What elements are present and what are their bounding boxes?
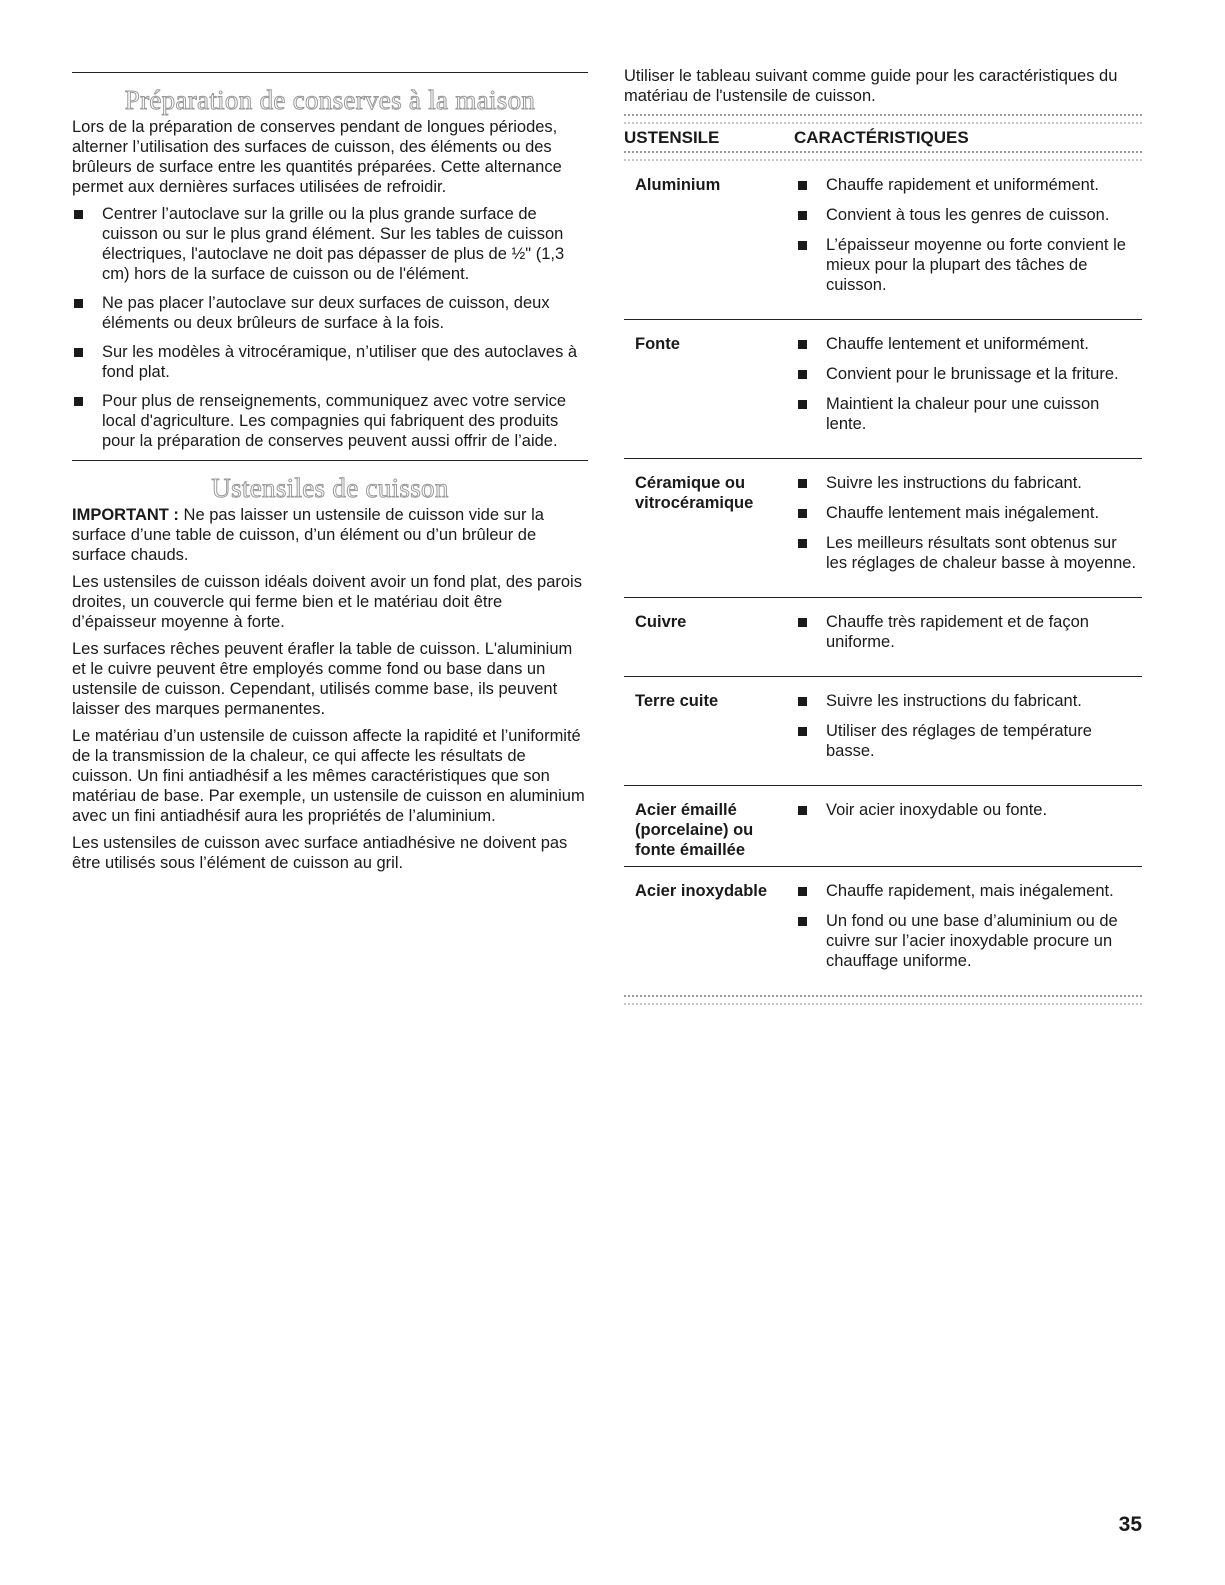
cookware-paragraph: Le matériau d’un ustensile de cuisson affecte la rapidité et l’uniformité de la transmission de la chaleur, ce qui affecte les résultats de cuisson. Un fini antiadhésif a les mêmes caractéristiques que son matériau de base. Par exemple, un ustensile de cuisson en aluminium avec un fini antiadhésif aura les propriétés de l’aluminium. bbox=[72, 727, 585, 825]
trait-item: Convient à tous les genres de cuisson. bbox=[794, 205, 1142, 225]
material-traits bbox=[794, 175, 1142, 305]
table-row bbox=[624, 161, 1142, 320]
canning-bullet: Pour plus de renseignements, communiquez avec votre service local d'agriculture. Les compagnies qui fabriquent des produits pour la préparation de conserves peuvent aussi offrir de l’aide. bbox=[72, 391, 588, 451]
trait-item: Maintient la chaleur pour une cuisson lente. bbox=[794, 394, 1142, 434]
table-row bbox=[624, 459, 1142, 598]
trait-item: Suivre les instructions du fabricant. bbox=[794, 691, 1142, 711]
header-characteristics: CARACTÉRISTIQUES bbox=[794, 128, 969, 147]
material-name: Céramique ou vitrocéramique bbox=[635, 474, 754, 512]
cookware-paragraph: Les surfaces rêches peuvent érafler la table de cuisson. L'aluminium et le cuivre peuvent être employés comme fond ou base dans un ustensile de cuisson. Cependant, utilisés comme base, ils peuvent laisser des marques permanentes. bbox=[72, 640, 573, 718]
material-traits bbox=[794, 473, 1142, 583]
trait-item: Chauffe rapidement et uniformément. bbox=[794, 175, 1142, 195]
trait-item: Les meilleurs résultats sont obtenus sur les réglages de chaleur basse à moyenne. bbox=[794, 533, 1142, 573]
material-name: Aluminium bbox=[635, 176, 721, 194]
section-title-canning: Préparation de conserves à la maison bbox=[124, 85, 536, 115]
canning-bullet: Sur les modèles à vitrocéramique, n’utiliser que des autoclaves à fond plat. bbox=[72, 342, 588, 382]
table-intro: Utiliser le tableau suivant comme guide pour les caractéristiques du matériau de l'ustensile de cuisson. bbox=[624, 67, 1118, 105]
material-traits bbox=[794, 334, 1142, 444]
material-name: Cuivre bbox=[635, 613, 687, 631]
material-traits bbox=[794, 691, 1142, 771]
table-header-rule bbox=[624, 151, 1142, 161]
trait-item: Chauffe très rapidement et de façon uniforme. bbox=[794, 612, 1142, 652]
table-top-rule bbox=[624, 114, 1142, 124]
trait-item: Suivre les instructions du fabricant. bbox=[794, 473, 1142, 493]
right-column bbox=[624, 66, 1142, 1005]
header-cookware: USTENSILE bbox=[624, 128, 720, 147]
cookware-paragraph: Les ustensiles de cuisson avec surface antiadhésive ne doivent pas être utilisés sous l’élément de cuisson au gril. bbox=[72, 834, 568, 872]
cookware-paragraph: Les ustensiles de cuisson idéals doivent avoir un fond plat, des parois droites, un couvercle qui ferme bien et le matériau doit être d’épaisseur moyenne à forte. bbox=[72, 573, 582, 631]
important-note bbox=[72, 505, 588, 565]
section-title-cookware: Ustensiles de cuisson bbox=[211, 473, 449, 503]
canning-bullets bbox=[72, 204, 588, 451]
material-traits bbox=[794, 612, 1142, 662]
table-row bbox=[624, 786, 1142, 867]
important-label: IMPORTANT : bbox=[72, 506, 179, 524]
material-traits bbox=[794, 800, 1142, 852]
left-column bbox=[72, 72, 588, 880]
section-divider bbox=[72, 460, 588, 461]
table-row bbox=[624, 677, 1142, 786]
table-row bbox=[624, 320, 1142, 459]
material-name: Fonte bbox=[635, 335, 680, 353]
important-text: Ne pas laisser un ustensile de cuisson vide sur la surface d’une table de cuisson, d’un élément ou d’un brûleur de surface chauds. bbox=[72, 506, 544, 564]
material-name: Terre cuite bbox=[635, 692, 719, 710]
canning-intro: Lors de la préparation de conserves pendant de longues périodes, alterner l’utilisation des surfaces de cuisson, des éléments ou des brûleurs de surface entre les quantités préparées. Cette alternance permet aux dernières surfaces utilisées de refroidir. bbox=[72, 118, 562, 196]
trait-item: Voir acier inoxydable ou fonte. bbox=[794, 800, 1142, 820]
trait-item: Chauffe lentement et uniformément. bbox=[794, 334, 1142, 354]
table-header bbox=[624, 124, 1142, 151]
material-name: Acier inoxydable bbox=[635, 882, 768, 900]
table-row bbox=[624, 598, 1142, 677]
trait-item: Utiliser des réglages de température basse. bbox=[794, 721, 1142, 761]
table-row bbox=[624, 867, 1142, 995]
section-divider bbox=[72, 72, 588, 73]
trait-item: Chauffe lentement mais inégalement. bbox=[794, 503, 1142, 523]
trait-item: Un fond ou une base d’aluminium ou de cuivre sur l’acier inoxydable procure un chauffage uniforme. bbox=[794, 911, 1142, 971]
trait-item: Convient pour le brunissage et la friture. bbox=[794, 364, 1142, 384]
page-number: 35 bbox=[1118, 1513, 1142, 1536]
canning-bullet: Centrer l’autoclave sur la grille ou la plus grande surface de cuisson ou sur le plus grand élément. Sur les tables de cuisson électriques, l'autoclave ne doit pas dépasser de plus de ½" (1,3 cm) hors de la surface de cuisson ou de l'élément. bbox=[72, 204, 588, 284]
material-name: Acier émaillé (porcelaine) ou fonte émaillée bbox=[635, 801, 754, 859]
table-bottom-rule bbox=[624, 995, 1142, 1005]
cookware-table bbox=[624, 161, 1142, 995]
trait-item: Chauffe rapidement, mais inégalement. bbox=[794, 881, 1142, 901]
canning-bullet: Ne pas placer l’autoclave sur deux surfaces de cuisson, deux éléments ou deux brûleurs de surface à la fois. bbox=[72, 293, 588, 333]
trait-item: L’épaisseur moyenne ou forte convient le mieux pour la plupart des tâches de cuisson. bbox=[794, 235, 1142, 295]
material-traits bbox=[794, 881, 1142, 981]
